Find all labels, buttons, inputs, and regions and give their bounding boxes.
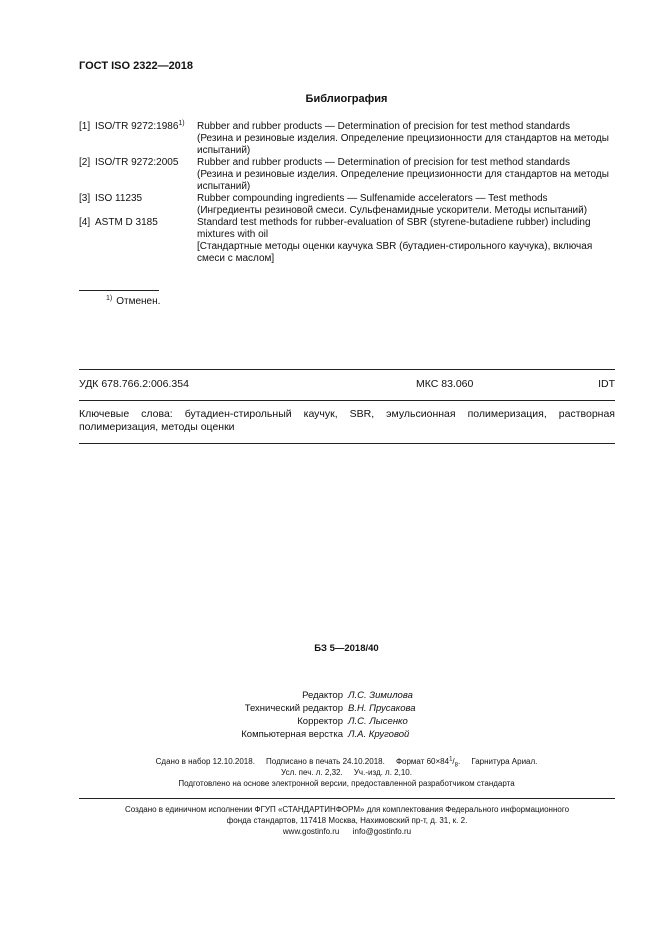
staff-role: Редактор	[302, 690, 343, 701]
footnote-divider	[79, 290, 159, 291]
idt-marker: IDT	[598, 378, 615, 390]
classification-middle-rule	[79, 400, 615, 401]
standard-code: ISO/TR 9272:2005	[95, 157, 179, 168]
bibliography-item	[79, 121, 615, 157]
print-info-line: Усл. печ. л. 2,32. Уч.-изд. л. 2,10.	[281, 768, 412, 777]
standard-code: ISO/TR 9272:1986$^{1)}$	[95, 120, 185, 132]
creator-line: фонда стандартов, 117418 Москва, Нахимовский пр-т, д. 31, к. 2.	[226, 816, 468, 825]
russian-title: (Резина и резиновые изделия. Определение прецизионности для стандартов на методы испытаний)	[197, 133, 609, 156]
item-description	[197, 193, 615, 217]
keywords-bottom-rule	[79, 443, 615, 444]
creator-line: Создано в единичном исполнении ФГУП «СТАНДАРТИНФОРМ» для комплектования Федерального информационного	[124, 805, 570, 814]
website-link[interactable]: www.gostinfo.ru	[282, 827, 340, 836]
classification-row	[79, 378, 615, 392]
staff-role: Компьютерная верстка	[241, 729, 343, 740]
staff-row	[0, 689, 661, 702]
item-description	[197, 157, 615, 193]
item-number: [2]	[79, 157, 91, 168]
footnote-text: Отменен.	[116, 296, 161, 307]
english-title: Standard test methods for rubber-evaluation of SBR (styrene-butadiene rubber) including mixtures with oil	[197, 217, 591, 240]
footnote-mark: 1)	[178, 120, 185, 127]
bibliography-item	[79, 193, 615, 217]
english-title: Rubber compounding ingredients — Sulfenamide accelerators — Test methods	[197, 193, 548, 204]
item-description	[197, 121, 615, 157]
keywords: Ключевые слова: бутадиен-стирольный каучук, SBR, эмульсионная полимеризация, растворная полимеризация, методы оценки	[79, 408, 615, 433]
print-info-line: Сдано в набор 12.10.2018. Подписано в печать 24.10.2018. Формат $60\times 84^1/_8$. Гарнитура Ариал.	[155, 756, 538, 769]
english-title: Rubber and rubber products — Determination of precision for test method standards	[197, 157, 570, 168]
bibliography-list	[79, 121, 615, 265]
staff-role: Технический редактор	[244, 703, 343, 714]
bibliography-item	[79, 217, 615, 265]
bibliography-item	[79, 157, 615, 193]
standard-code: ASTM D 3185	[95, 217, 158, 228]
udk-code: УДК 678.766.2:006.354	[79, 378, 189, 390]
russian-title: (Ингредиенты резиновой смеси. Сульфенамидные ускорители. Методы испытаний)	[197, 205, 588, 216]
staff-name: Л.А. Круговой	[348, 729, 410, 740]
staff-name: В.Н. Прусакова	[348, 703, 416, 714]
print-info-line: Подготовлено на основе электронной версии, предоставленной разработчиком стандарта	[178, 779, 515, 788]
russian-title: [Стандартные методы оценки каучука SBR (бутадиен-стирольного каучука), включая смеси с маслом]	[197, 241, 593, 264]
bibliography-title: Библиография	[305, 93, 388, 105]
standard-code: ISO 11235	[95, 193, 143, 204]
creator-rule	[79, 798, 615, 799]
russian-title: (Резина и резиновые изделия. Определение прецизионности для стандартов на методы испытаний)	[197, 169, 609, 192]
print-info	[0, 756, 661, 789]
footnote	[106, 296, 160, 307]
item-number: [4]	[79, 217, 91, 228]
mks-code: МКС 83.060	[416, 378, 474, 390]
classification-top-rule	[79, 369, 615, 370]
footnote-mark: 1)	[106, 295, 113, 302]
creator-info	[79, 804, 615, 837]
item-description	[197, 217, 615, 265]
bz-number: БЗ 5—2018/40	[314, 643, 379, 654]
staff-name: Л.С. Зимилова	[348, 690, 413, 701]
staff-credits	[0, 689, 661, 741]
staff-name: Л.С. Лысенко	[348, 716, 408, 727]
email-link[interactable]: info@gostinfo.ru	[352, 827, 412, 836]
staff-row	[0, 715, 661, 728]
staff-row	[0, 702, 661, 715]
creator-contacts	[79, 826, 615, 837]
document-code: ГОСТ ISO 2322—2018	[79, 60, 194, 72]
english-title: Rubber and rubber products — Determination of precision for test method standards	[197, 121, 570, 132]
staff-row	[0, 728, 661, 741]
item-number: [3]	[79, 193, 91, 204]
item-number: [1]	[79, 121, 91, 132]
staff-role: Корректор	[297, 716, 343, 727]
